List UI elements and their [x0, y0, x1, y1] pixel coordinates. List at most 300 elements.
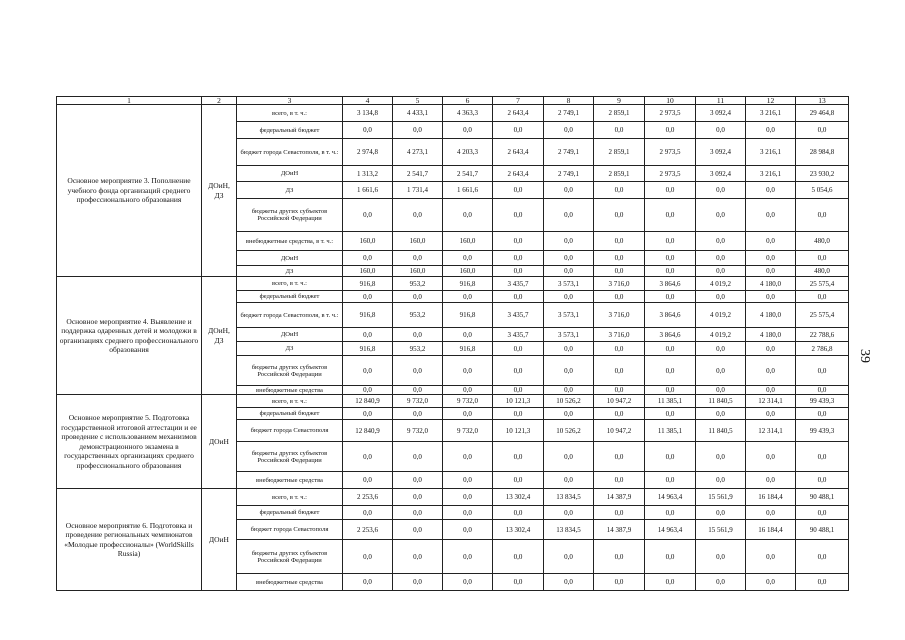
amount-cell: 4 273,1: [393, 139, 443, 166]
amount-cell: 916,8: [443, 303, 493, 328]
funding-source-cell: бюджеты других субъектов Российской Федерации: [237, 442, 343, 472]
amount-cell: 4 203,3: [443, 139, 493, 166]
amount-cell: 0,0: [696, 122, 746, 139]
funding-source-cell: бюджет города Севастополя, в т. ч.:: [237, 303, 343, 328]
funding-source-cell: бюджет города Севастополя: [237, 520, 343, 540]
event-name-cell: Основное мероприятие 6. Подготовка и проведение региональных чемпионатов «Молодые профессионалы» (WorldSkills Russia): [57, 489, 202, 591]
table-row: [57, 489, 849, 506]
amount-cell: 3 573,1: [544, 328, 594, 342]
amount-cell: 0,0: [493, 506, 544, 520]
amount-cell: 0,0: [544, 342, 594, 356]
amount-cell: 3 092,4: [696, 105, 746, 122]
amount-cell: 1 661,6: [343, 182, 393, 199]
amount-cell: 2 541,7: [443, 166, 493, 182]
amount-cell: 0,0: [393, 291, 443, 303]
amount-cell: 0,0: [746, 122, 796, 139]
amount-cell: 0,0: [746, 442, 796, 472]
amount-cell: 0,0: [746, 356, 796, 386]
amount-cell: 916,8: [443, 277, 493, 291]
amount-cell: 1 661,6: [443, 182, 493, 199]
amount-cell: 0,0: [393, 386, 443, 395]
amount-cell: 3 216,1: [746, 139, 796, 166]
amount-cell: 0,0: [696, 291, 746, 303]
amount-cell: 0,0: [544, 574, 594, 591]
amount-cell: 3 435,7: [493, 277, 544, 291]
amount-cell: 16 184,4: [746, 520, 796, 540]
amount-cell: 0,0: [746, 182, 796, 199]
amount-cell: 2 541,7: [393, 166, 443, 182]
amount-cell: 0,0: [594, 506, 645, 520]
responsible-cell: ДОиН: [202, 489, 237, 591]
amount-cell: 0,0: [493, 574, 544, 591]
amount-cell: 2 974,8: [343, 139, 393, 166]
amount-cell: 0,0: [443, 506, 493, 520]
funding-source-cell: ДОиН: [237, 328, 343, 342]
amount-cell: 2 973,5: [645, 105, 696, 122]
amount-cell: 2 643,4: [493, 166, 544, 182]
amount-cell: 0,0: [746, 472, 796, 489]
amount-cell: 3 716,0: [594, 303, 645, 328]
amount-cell: 0,0: [443, 442, 493, 472]
amount-cell: 160,0: [343, 232, 393, 251]
amount-cell: 3 435,7: [493, 303, 544, 328]
amount-cell: 0,0: [696, 266, 746, 277]
amount-cell: 0,0: [443, 251, 493, 266]
amount-cell: 0,0: [696, 251, 746, 266]
amount-cell: 916,8: [343, 342, 393, 356]
amount-cell: 0,0: [544, 232, 594, 251]
funding-source-cell: внебюджетные средства: [237, 472, 343, 489]
amount-cell: 0,0: [393, 251, 443, 266]
amount-cell: 0,0: [493, 472, 544, 489]
amount-cell: 0,0: [544, 291, 594, 303]
amount-cell: 0,0: [544, 199, 594, 232]
amount-cell: 0,0: [343, 251, 393, 266]
header-cell: 2: [202, 97, 237, 105]
amount-cell: 0,0: [343, 356, 393, 386]
amount-cell: 0,0: [393, 540, 443, 574]
amount-cell: 0,0: [696, 408, 746, 420]
amount-cell: 2 859,1: [594, 166, 645, 182]
amount-cell: 0,0: [796, 472, 849, 489]
amount-cell: 0,0: [393, 408, 443, 420]
amount-cell: 0,0: [493, 182, 544, 199]
amount-cell: 0,0: [746, 408, 796, 420]
amount-cell: 0,0: [393, 356, 443, 386]
amount-cell: 9 732,0: [443, 395, 493, 408]
amount-cell: 3 092,4: [696, 166, 746, 182]
amount-cell: 0,0: [696, 442, 746, 472]
amount-cell: 12 840,9: [343, 395, 393, 408]
funding-source-cell: ДЗ: [237, 342, 343, 356]
responsible-cell: ДОиН: [202, 395, 237, 489]
amount-cell: 0,0: [645, 408, 696, 420]
amount-cell: 0,0: [645, 356, 696, 386]
funding-source-cell: ДОиН: [237, 251, 343, 266]
amount-cell: 9 732,0: [443, 420, 493, 442]
amount-cell: 0,0: [393, 489, 443, 506]
funding-source-cell: федеральный бюджет: [237, 506, 343, 520]
funding-source-cell: бюджеты других субъектов Российской Федерации: [237, 540, 343, 574]
table-row: [57, 395, 849, 408]
amount-cell: 0,0: [645, 442, 696, 472]
amount-cell: 0,0: [696, 232, 746, 251]
amount-cell: 2 859,1: [594, 139, 645, 166]
amount-cell: 4 180,0: [746, 303, 796, 328]
amount-cell: 2 859,1: [594, 105, 645, 122]
amount-cell: 29 464,8: [796, 105, 849, 122]
amount-cell: 3 134,8: [343, 105, 393, 122]
amount-cell: 0,0: [746, 342, 796, 356]
amount-cell: 0,0: [343, 199, 393, 232]
amount-cell: 0,0: [796, 199, 849, 232]
amount-cell: 0,0: [493, 291, 544, 303]
amount-cell: 0,0: [544, 386, 594, 395]
funding-source-cell: бюджет города Севастополя, в т. ч.:: [237, 139, 343, 166]
amount-cell: 0,0: [796, 291, 849, 303]
amount-cell: 2 643,4: [493, 105, 544, 122]
page-number: 39: [857, 349, 872, 363]
amount-cell: 0,0: [443, 472, 493, 489]
event-name-cell: Основное мероприятие 5. Подготовка государственной итоговой аттестации и ее проведение с использованием механизмов демонстрационного экзамена в государственных организациях среднего профессионального образования: [57, 395, 202, 489]
amount-cell: 90 488,1: [796, 520, 849, 540]
amount-cell: 0,0: [544, 540, 594, 574]
amount-cell: 0,0: [594, 291, 645, 303]
amount-cell: 0,0: [746, 386, 796, 395]
amount-cell: 0,0: [594, 442, 645, 472]
header-cell: 7: [493, 97, 544, 105]
amount-cell: 0,0: [393, 574, 443, 591]
amount-cell: 0,0: [696, 472, 746, 489]
amount-cell: 0,0: [443, 328, 493, 342]
amount-cell: 0,0: [746, 291, 796, 303]
amount-cell: 3 716,0: [594, 328, 645, 342]
amount-cell: 0,0: [645, 540, 696, 574]
amount-cell: 0,0: [746, 232, 796, 251]
amount-cell: 1 731,4: [393, 182, 443, 199]
amount-cell: 160,0: [343, 266, 393, 277]
amount-cell: 0,0: [343, 291, 393, 303]
amount-cell: 0,0: [393, 506, 443, 520]
amount-cell: 916,8: [443, 342, 493, 356]
header-cell: 5: [393, 97, 443, 105]
amount-cell: 160,0: [443, 266, 493, 277]
amount-cell: 2 643,4: [493, 139, 544, 166]
amount-cell: 2 749,1: [544, 139, 594, 166]
amount-cell: 14 963,4: [645, 489, 696, 506]
amount-cell: 25 575,4: [796, 303, 849, 328]
amount-cell: 0,0: [746, 266, 796, 277]
amount-cell: 0,0: [544, 356, 594, 386]
amount-cell: 14 963,4: [645, 520, 696, 540]
amount-cell: 10 121,3: [493, 420, 544, 442]
financing-table: [56, 96, 849, 591]
amount-cell: 3 216,1: [746, 105, 796, 122]
amount-cell: 0,0: [493, 356, 544, 386]
amount-cell: 0,0: [594, 182, 645, 199]
event-name-cell: Основное мероприятие 4. Выявление и поддержка одаренных детей и молодежи в организациях среднего профессионального образования: [57, 277, 202, 395]
amount-cell: 0,0: [796, 251, 849, 266]
amount-cell: 16 184,4: [746, 489, 796, 506]
amount-cell: 953,2: [393, 303, 443, 328]
amount-cell: 480,0: [796, 266, 849, 277]
amount-cell: 953,2: [393, 277, 443, 291]
amount-cell: 0,0: [746, 199, 796, 232]
amount-cell: 0,0: [796, 356, 849, 386]
amount-cell: 0,0: [493, 122, 544, 139]
table-body: [57, 97, 849, 591]
amount-cell: 0,0: [594, 199, 645, 232]
amount-cell: 99 439,3: [796, 420, 849, 442]
amount-cell: 0,0: [746, 251, 796, 266]
amount-cell: 0,0: [696, 356, 746, 386]
amount-cell: 0,0: [796, 442, 849, 472]
amount-cell: 0,0: [393, 520, 443, 540]
funding-source-cell: бюджет города Севастополя: [237, 420, 343, 442]
funding-source-cell: всего, в т. ч.:: [237, 395, 343, 408]
amount-cell: 0,0: [594, 356, 645, 386]
header-cell: 12: [746, 97, 796, 105]
amount-cell: 0,0: [594, 386, 645, 395]
amount-cell: 12 314,1: [746, 395, 796, 408]
amount-cell: 0,0: [645, 342, 696, 356]
amount-cell: 0,0: [393, 442, 443, 472]
amount-cell: 160,0: [443, 232, 493, 251]
amount-cell: 2 253,6: [343, 520, 393, 540]
amount-cell: 23 930,2: [796, 166, 849, 182]
amount-cell: 0,0: [343, 386, 393, 395]
amount-cell: 3 864,6: [645, 277, 696, 291]
header-cell: 6: [443, 97, 493, 105]
table-row: [57, 277, 849, 291]
amount-cell: 13 302,4: [493, 489, 544, 506]
amount-cell: 916,8: [343, 277, 393, 291]
header-cell: 11: [696, 97, 746, 105]
amount-cell: 13 834,5: [544, 489, 594, 506]
header-cell: 4: [343, 97, 393, 105]
amount-cell: 11 840,5: [696, 420, 746, 442]
amount-cell: 953,2: [393, 342, 443, 356]
header-row: [57, 97, 849, 105]
amount-cell: 0,0: [493, 540, 544, 574]
amount-cell: 0,0: [594, 574, 645, 591]
amount-cell: 0,0: [645, 266, 696, 277]
amount-cell: 0,0: [443, 356, 493, 386]
amount-cell: 12 314,1: [746, 420, 796, 442]
amount-cell: 2 786,8: [796, 342, 849, 356]
amount-cell: 3 864,6: [645, 303, 696, 328]
amount-cell: 4 180,0: [746, 277, 796, 291]
amount-cell: 160,0: [393, 232, 443, 251]
amount-cell: 0,0: [343, 408, 393, 420]
amount-cell: 0,0: [443, 199, 493, 232]
amount-cell: 10 526,2: [544, 395, 594, 408]
amount-cell: 0,0: [645, 386, 696, 395]
funding-source-cell: федеральный бюджет: [237, 408, 343, 420]
header-cell: 13: [796, 97, 849, 105]
amount-cell: 0,0: [746, 540, 796, 574]
amount-cell: 11 385,1: [645, 395, 696, 408]
amount-cell: 2 973,5: [645, 166, 696, 182]
funding-source-cell: федеральный бюджет: [237, 291, 343, 303]
amount-cell: 0,0: [645, 291, 696, 303]
amount-cell: 3 092,4: [696, 139, 746, 166]
amount-cell: 0,0: [393, 328, 443, 342]
funding-source-cell: внебюджетные средства: [237, 574, 343, 591]
amount-cell: 13 302,4: [493, 520, 544, 540]
amount-cell: 2 253,6: [343, 489, 393, 506]
amount-cell: 0,0: [443, 489, 493, 506]
amount-cell: 0,0: [594, 232, 645, 251]
header-cell: 8: [544, 97, 594, 105]
amount-cell: 9 732,0: [393, 395, 443, 408]
amount-cell: 0,0: [696, 506, 746, 520]
amount-cell: 0,0: [493, 266, 544, 277]
amount-cell: 0,0: [696, 540, 746, 574]
amount-cell: 0,0: [393, 472, 443, 489]
amount-cell: 12 840,9: [343, 420, 393, 442]
amount-cell: 0,0: [443, 540, 493, 574]
amount-cell: 3 573,1: [544, 303, 594, 328]
responsible-cell: ДОиН, ДЗ: [202, 277, 237, 395]
amount-cell: 3 573,1: [544, 277, 594, 291]
amount-cell: 0,0: [343, 122, 393, 139]
amount-cell: 3 216,1: [746, 166, 796, 182]
amount-cell: 0,0: [493, 232, 544, 251]
amount-cell: 0,0: [645, 472, 696, 489]
amount-cell: 2 749,1: [544, 166, 594, 182]
amount-cell: 0,0: [796, 386, 849, 395]
amount-cell: 2 973,5: [645, 139, 696, 166]
amount-cell: 0,0: [343, 472, 393, 489]
amount-cell: 0,0: [696, 342, 746, 356]
amount-cell: 22 788,6: [796, 328, 849, 342]
amount-cell: 0,0: [544, 122, 594, 139]
funding-source-cell: всего, в т. ч.:: [237, 489, 343, 506]
amount-cell: 0,0: [493, 342, 544, 356]
amount-cell: 99 439,3: [796, 395, 849, 408]
amount-cell: 0,0: [696, 199, 746, 232]
amount-cell: 0,0: [343, 506, 393, 520]
amount-cell: 0,0: [645, 182, 696, 199]
funding-source-cell: бюджеты других субъектов Российской Федерации: [237, 356, 343, 386]
amount-cell: 0,0: [544, 472, 594, 489]
amount-cell: 0,0: [443, 122, 493, 139]
amount-cell: 0,0: [594, 266, 645, 277]
amount-cell: 0,0: [493, 251, 544, 266]
funding-source-cell: внебюджетные средства, в т. ч.:: [237, 232, 343, 251]
header-cell: 10: [645, 97, 696, 105]
header-cell: 9: [594, 97, 645, 105]
amount-cell: 4 019,2: [696, 277, 746, 291]
amount-cell: 0,0: [645, 122, 696, 139]
amount-cell: 3 864,6: [645, 328, 696, 342]
amount-cell: 28 984,8: [796, 139, 849, 166]
amount-cell: 11 840,5: [696, 395, 746, 408]
amount-cell: 160,0: [393, 266, 443, 277]
header-cell: 3: [237, 97, 343, 105]
amount-cell: 480,0: [796, 232, 849, 251]
funding-source-cell: бюджеты других субъектов Российской Федерации: [237, 199, 343, 232]
amount-cell: 916,8: [343, 303, 393, 328]
amount-cell: 0,0: [594, 472, 645, 489]
funding-source-cell: ДЗ: [237, 182, 343, 199]
amount-cell: 0,0: [493, 386, 544, 395]
amount-cell: 10 121,3: [493, 395, 544, 408]
amount-cell: 0,0: [645, 574, 696, 591]
amount-cell: 0,0: [343, 328, 393, 342]
amount-cell: 5 054,6: [796, 182, 849, 199]
table-row: [57, 105, 849, 122]
amount-cell: 15 561,9: [696, 489, 746, 506]
amount-cell: 0,0: [796, 506, 849, 520]
amount-cell: 0,0: [343, 540, 393, 574]
amount-cell: 0,0: [796, 574, 849, 591]
amount-cell: 11 385,1: [645, 420, 696, 442]
amount-cell: 4 180,0: [746, 328, 796, 342]
amount-cell: 25 575,4: [796, 277, 849, 291]
amount-cell: 15 561,9: [696, 520, 746, 540]
amount-cell: 0,0: [594, 540, 645, 574]
event-name-cell: Основное мероприятие 3. Пополнение учебного фонда организаций среднего профессионального образования: [57, 105, 202, 277]
amount-cell: 0,0: [343, 574, 393, 591]
amount-cell: 0,0: [544, 266, 594, 277]
amount-cell: 90 488,1: [796, 489, 849, 506]
amount-cell: 4 019,2: [696, 328, 746, 342]
funding-source-cell: внебюджетные средства: [237, 386, 343, 395]
amount-cell: 0,0: [443, 408, 493, 420]
amount-cell: 0,0: [746, 506, 796, 520]
amount-cell: 0,0: [594, 251, 645, 266]
funding-source-cell: всего, в т. ч.:: [237, 105, 343, 122]
amount-cell: 0,0: [645, 199, 696, 232]
amount-cell: 0,0: [393, 199, 443, 232]
amount-cell: 0,0: [594, 122, 645, 139]
amount-cell: 3 716,0: [594, 277, 645, 291]
amount-cell: 0,0: [696, 574, 746, 591]
amount-cell: 0,0: [645, 232, 696, 251]
amount-cell: 10 947,2: [594, 420, 645, 442]
amount-cell: 0,0: [443, 520, 493, 540]
amount-cell: 0,0: [443, 386, 493, 395]
amount-cell: 0,0: [544, 251, 594, 266]
amount-cell: 9 732,0: [393, 420, 443, 442]
amount-cell: 14 387,9: [594, 489, 645, 506]
amount-cell: 1 313,2: [343, 166, 393, 182]
amount-cell: 14 387,9: [594, 520, 645, 540]
amount-cell: 0,0: [443, 291, 493, 303]
amount-cell: 4 363,3: [443, 105, 493, 122]
amount-cell: 0,0: [343, 442, 393, 472]
amount-cell: 4 019,2: [696, 303, 746, 328]
amount-cell: 10 947,2: [594, 395, 645, 408]
amount-cell: 2 749,1: [544, 105, 594, 122]
amount-cell: 0,0: [544, 408, 594, 420]
amount-cell: 4 433,1: [393, 105, 443, 122]
funding-source-cell: федеральный бюджет: [237, 122, 343, 139]
amount-cell: 13 834,5: [544, 520, 594, 540]
amount-cell: 0,0: [696, 182, 746, 199]
funding-source-cell: ДОиН: [237, 166, 343, 182]
amount-cell: 0,0: [645, 251, 696, 266]
amount-cell: 0,0: [393, 122, 443, 139]
amount-cell: 10 526,2: [544, 420, 594, 442]
amount-cell: 0,0: [544, 506, 594, 520]
amount-cell: 0,0: [696, 386, 746, 395]
amount-cell: 0,0: [594, 342, 645, 356]
amount-cell: 0,0: [493, 199, 544, 232]
amount-cell: 3 435,7: [493, 328, 544, 342]
